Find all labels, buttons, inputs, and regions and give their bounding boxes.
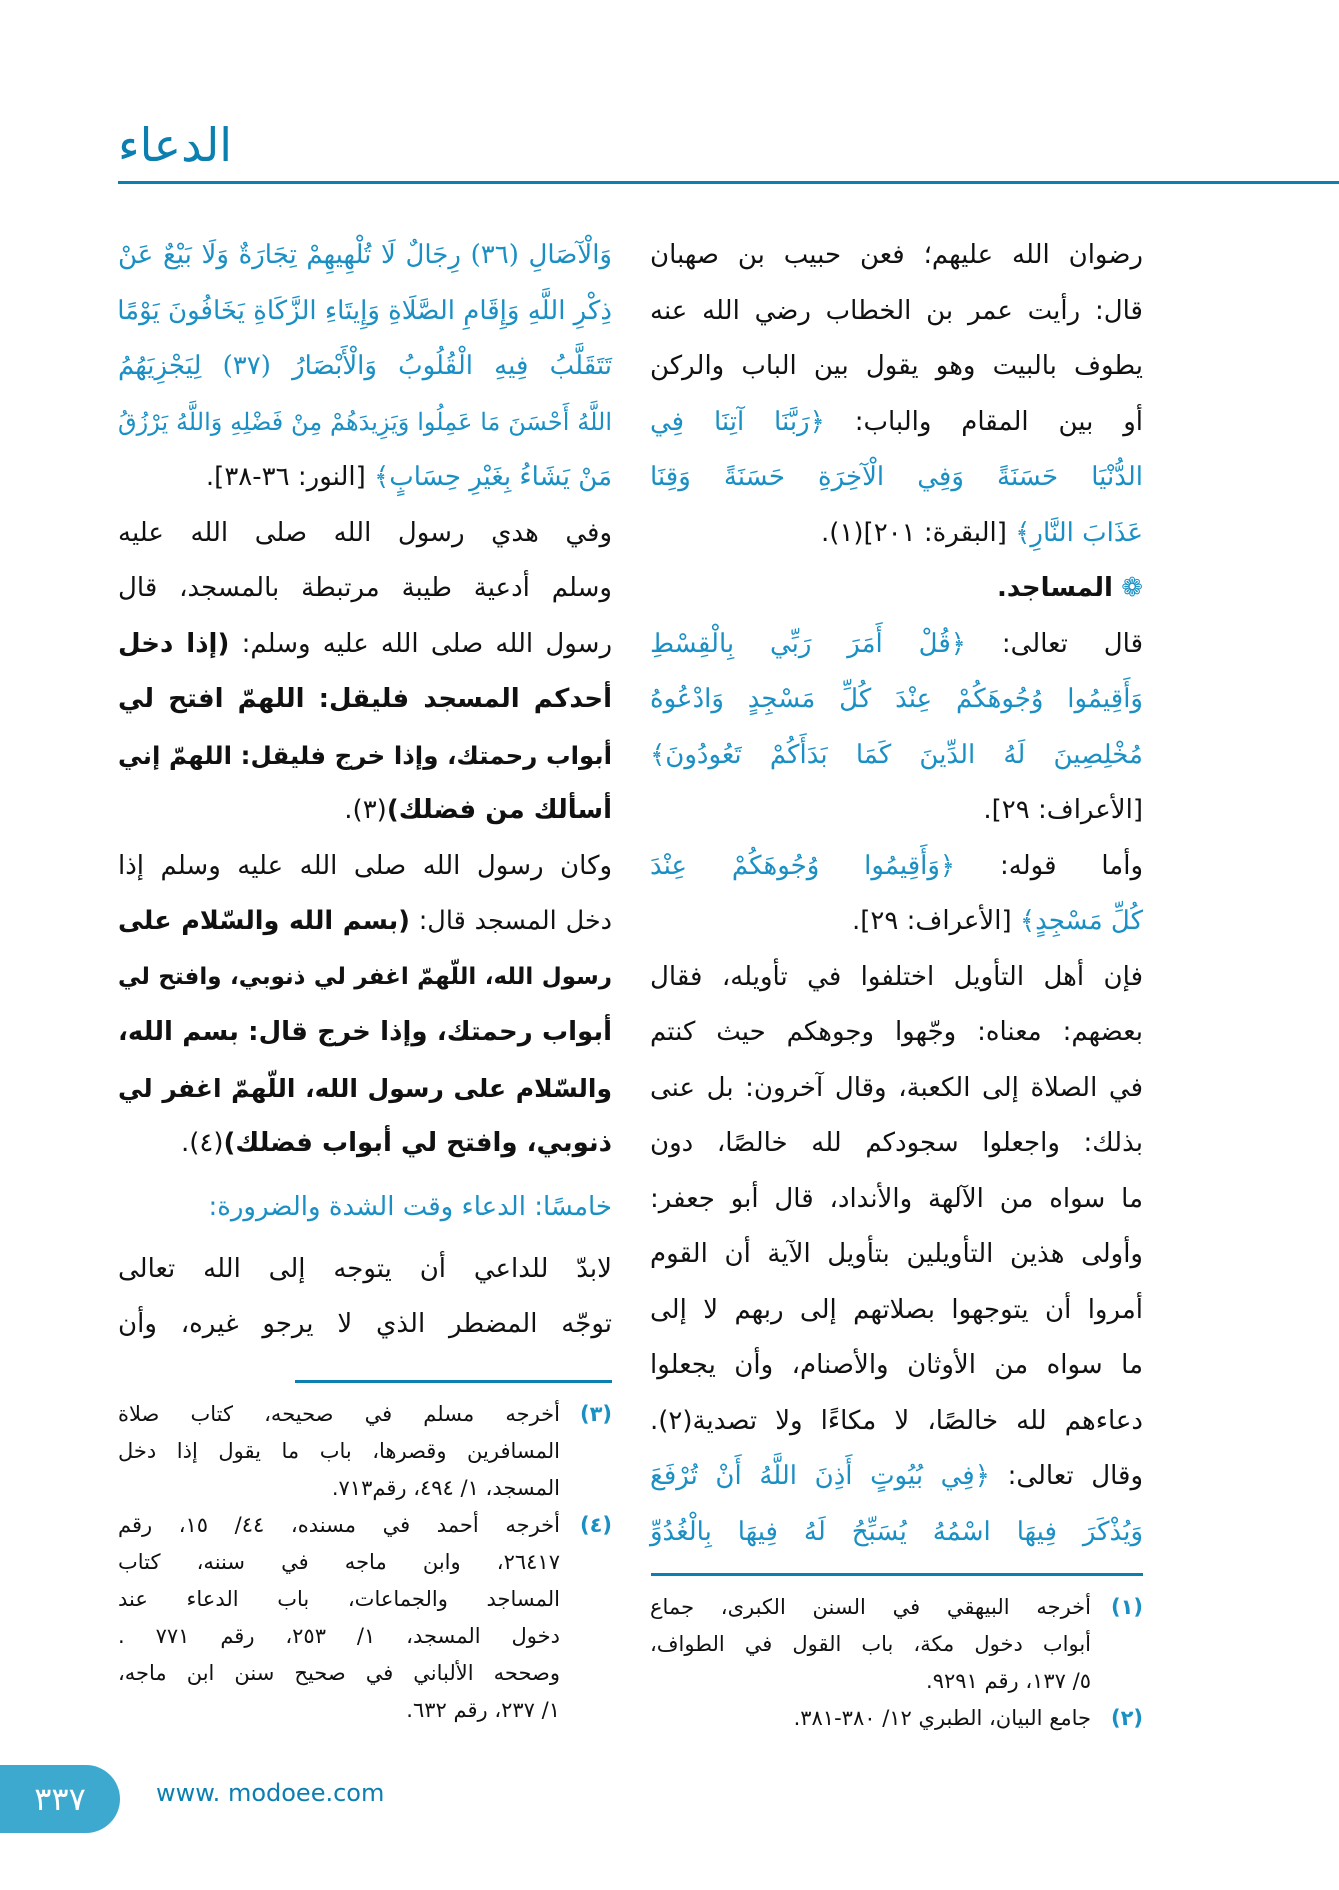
quran-verse: تَتَقَلَّبُ فِيهِ الْقُلُوبُ وَالْأَبْصَارُ (٣٧) لِيَجْزِيَهُمُ: [118, 351, 612, 381]
quran-verse: ﴿وَأَقِيمُوا وُجُوهَكُمْ عِنْدَ: [650, 850, 956, 881]
text-line: [650, 228, 1143, 284]
text-line: [118, 950, 612, 1006]
text-segment: وأولى هذين التأويلين بتأويل الآية أن القوم: [650, 1239, 1143, 1269]
text-segment: أو بين المقام والباب:: [824, 406, 1143, 437]
text-line: [650, 1394, 1143, 1450]
hadith-text: المساجد.: [996, 573, 1113, 603]
footnote-line: [650, 1663, 1143, 1700]
text-segment: ما سواه من الآلهة والأنداد، قال أبو جعفر:: [650, 1183, 1143, 1214]
footnote-line: [118, 1470, 612, 1507]
text-line: [118, 339, 612, 395]
footnotes-right: [650, 1589, 1143, 1737]
hadith-text: (بسم الله والسّلام على: [118, 906, 410, 936]
text-segment: رسول الله صلى الله عليه وسلم:: [229, 628, 613, 659]
footnote-rule-left: [295, 1380, 612, 1383]
hadith-text: (إذا دخل: [118, 628, 230, 659]
text-line: [118, 1116, 612, 1172]
text-line: [118, 1061, 612, 1117]
text-line: [650, 1283, 1143, 1339]
footnote-text: المسجد، ١/ ٤٩٤، رقم٧١٣.: [331, 1476, 560, 1500]
footnote-text: المساجد والجماعات، باب الدعاء عند: [118, 1587, 560, 1611]
text-line: [650, 1338, 1143, 1394]
footnote-line: [118, 1692, 612, 1729]
hadith-text: والسّلام على رسول الله، اللّهمّ اغفر لي: [118, 1073, 612, 1103]
footnote-line: [118, 1581, 612, 1618]
text-line: [650, 1449, 1143, 1505]
text-line: [118, 284, 612, 340]
text-segment: وقال تعالى:: [989, 1461, 1143, 1491]
text-segment: [النور: ٣٦-٣٨].: [205, 462, 375, 492]
footnote-text: ٥/ ١٣٧، رقم ٩٢٩١.: [926, 1669, 1091, 1693]
text-line: [650, 728, 1143, 784]
text-line: [650, 1116, 1143, 1172]
footnote-number[interactable]: (٣): [579, 1402, 612, 1426]
quran-verse: ذِكْرِ اللَّهِ وَإِقَامِ الصَّلَاةِ وَإِيتَاءِ الزَّكَاةِ يَخَافُونَ يَوْمًا: [117, 295, 612, 326]
text-segment: ما سواه من الأوثان والأصنام، وأن يجعلوا: [650, 1350, 1143, 1380]
hadith-text: رسول الله، اللّهمّ اغفر لي ذنوبي، وافتح لي: [118, 963, 612, 990]
text-line: [650, 672, 1143, 728]
footnote-text: وصححه الألباني في صحيح سنن ابن ماجه،: [118, 1661, 560, 1685]
text-line: [118, 561, 612, 617]
hadith-text: ذنوبي، وافتح لي أبواب فضلك): [223, 1128, 612, 1158]
text-segment: (٣).: [344, 795, 387, 825]
quran-verse: اللَّهُ أَحْسَنَ مَا عَمِلُوا وَيَزِيدَهُمْ مِنْ فَضْلِهِ وَاللَّهُ يَرْزُقُ: [118, 407, 612, 436]
text-segment: قال تعالى:: [966, 628, 1144, 659]
footnote-text: أبواب دخول مكة، باب القول في الطواف،: [650, 1632, 1091, 1656]
text-line: [118, 1005, 612, 1061]
website-link[interactable]: www. modoee.com: [156, 1779, 385, 1807]
footnote-rule-right: [651, 1573, 1143, 1576]
text-line: [650, 561, 1143, 617]
footnote-text: ٢٦٤١٧، وابن ماجه في سننه، كتاب: [118, 1550, 560, 1574]
text-line: [118, 395, 612, 451]
footnote-line: [650, 1589, 1143, 1626]
text-line: [118, 672, 612, 728]
footnote-text: المسافرين وقصرها، باب ما يقول إذا دخل: [118, 1439, 560, 1463]
footnote-line: [650, 1626, 1143, 1663]
text-line: [118, 839, 612, 895]
quran-verse: وَأَقِيمُوا وُجُوهَكُمْ عِنْدَ كُلِّ مَسْجِدٍ وَادْعُوهُ: [650, 684, 1143, 714]
text-line: [118, 894, 612, 950]
text-segment: لابدّ للداعي أن يتوجه إلى الله تعالى: [118, 1253, 612, 1284]
text-segment: وأما قوله:: [955, 850, 1143, 881]
footnote-text: ١/ ٢٣٧، رقم ٦٣٢.: [406, 1698, 560, 1722]
text-line: [650, 506, 1143, 562]
text-segment: أمروا أن يتوجهوا بصلاتهم إلى ربهم لا إلى: [650, 1294, 1143, 1325]
text-segment: وسلم أدعية طيبة مرتبطة بالمسجد، قال: [118, 573, 612, 603]
footnote-text: أخرجه مسلم في صحيحه، كتاب صلاة: [118, 1402, 560, 1426]
text-segment: خامسًا: الدعاء وقت الشدة والضرورة:: [208, 1191, 612, 1222]
quran-verse: ﴿فِي بُيُوتٍ أَذِنَ اللَّهُ أَنْ تُرْفَعَ: [650, 1461, 990, 1491]
text-line: [650, 1172, 1143, 1228]
text-segment: دخل المسجد قال:: [409, 906, 612, 936]
footnote-line: [118, 1396, 612, 1433]
quran-verse: مَنْ يَشَاءُ بِغَيْرِ حِسَابٍ﴾: [374, 462, 612, 492]
hadith-text: أسألك من فضلك): [386, 795, 612, 825]
text-line: [650, 450, 1143, 506]
page-number: ٣٣٧: [0, 1765, 120, 1833]
text-segment: في الصلاة إلى الكعبة، وقال آخرون: بل عنى: [650, 1072, 1143, 1103]
text-line: [650, 617, 1143, 673]
footnote-text: أخرجه أحمد في مسنده، ٤٤/ ١٥، رقم: [118, 1513, 560, 1537]
text-segment: قال: رأيت عمر بن الخطاب رضي الله عنه: [650, 295, 1143, 326]
text-line: [118, 728, 612, 784]
quran-verse: ﴿رَبَّنَا آتِنَا فِي: [650, 406, 825, 437]
text-segment: (٤).: [181, 1128, 224, 1158]
text-segment: وكان رسول الله صلى الله عليه وسلم إذا: [118, 850, 612, 881]
text-line: [118, 1297, 612, 1353]
text-line: [118, 783, 612, 839]
footnote-line: [118, 1655, 612, 1692]
text-segment: بذلك: واجعلوا سجودكم لله خالصًا، دون: [650, 1128, 1143, 1158]
text-line: [650, 395, 1143, 451]
text-segment: يطوف بالبيت وهو يقول بين الباب والركن: [650, 351, 1143, 381]
text-segment: توجّه المضطر الذي لا يرجو غيره، وأن: [118, 1309, 612, 1339]
quran-verse: كُلِّ مَسْجِدٍ﴾: [1019, 906, 1143, 936]
text-line: [650, 783, 1143, 839]
quran-verse: ﴿قُلْ أَمَرَ رَبِّي بِالْقِسْطِ: [650, 628, 966, 659]
text-line: [118, 1242, 612, 1298]
hadith-text: أبواب رحمتك، وإذا خرج قال: بسم الله،: [118, 1017, 612, 1047]
footnote-line: [118, 1618, 612, 1655]
text-segment: [البقرة: ٢٠١](١).: [821, 517, 1016, 548]
footnote-number[interactable]: (١): [1110, 1595, 1143, 1619]
text-line: [118, 617, 612, 673]
left-column: [118, 228, 612, 1353]
quran-verse: مُخْلِصِينَ لَهُ الدِّينَ كَمَا بَدَأَكُمْ تَعُودُونَ﴾: [650, 739, 1143, 770]
text-line: [650, 839, 1143, 895]
text-segment: دعاءهم لله خالصًا، لا مكاءًا ولا تصدية(٢).: [650, 1405, 1143, 1436]
text-segment: [الأعراف: ٢٩].: [851, 906, 1020, 936]
footnotes-left: [118, 1396, 612, 1729]
footnote-line: [118, 1507, 612, 1544]
footnote-text: أخرجه البيهقي في السنن الكبرى، جماع: [650, 1595, 1091, 1619]
text-segment: [الأعراف: ٢٩].: [983, 795, 1143, 825]
right-column: [650, 228, 1143, 1560]
text-line: [118, 450, 612, 506]
hadith-text: أحدكم المسجد فليقل: اللهمّ افتح لي: [118, 684, 612, 714]
quran-verse: وَيُذْكَرَ فِيهَا اسْمُهُ يُسَبِّحُ لَهُ فِيهَا بِالْغُدُوِّ: [650, 1516, 1143, 1547]
text-segment: وفي هدي رسول الله صلى الله عليه: [118, 517, 612, 548]
text-line: [650, 339, 1143, 395]
hadith-text: أبواب رحمتك، وإذا خرج فليقل: اللهمّ إني: [118, 740, 612, 770]
footnote-number[interactable]: (٢): [1110, 1706, 1143, 1730]
text-line: [650, 950, 1143, 1006]
text-segment: رضوان الله عليهم؛ فعن حبيب بن صهبان: [650, 240, 1143, 270]
header-rule: [118, 181, 1339, 184]
section-heading: [118, 1172, 612, 1242]
text-line: [650, 284, 1143, 340]
text-line: [650, 894, 1143, 950]
text-line: [650, 1505, 1143, 1561]
text-line: [118, 506, 612, 562]
quran-verse: عَذَابَ النَّارِ﴾: [1015, 517, 1143, 548]
text-line: [650, 1227, 1143, 1283]
text-line: [118, 228, 612, 284]
text-line: [650, 1005, 1143, 1061]
footnote-text: دخول المسجد، ١/ ٢٥٣، رقم ٧٧١ .: [118, 1624, 560, 1648]
footnote-number[interactable]: (٤): [579, 1513, 612, 1537]
footnote-line: [118, 1544, 612, 1581]
chapter-title: الدعاء: [118, 118, 233, 172]
footnote-text: جامع البيان، الطبري ١٢/ ٣٨٠-٣٨١.: [793, 1706, 1091, 1730]
text-segment: فإن أهل التأويل اختلفوا في تأويله، فقال: [650, 961, 1143, 992]
text-segment: بعضهم: معناه: وجّهوا وجوهكم حيث كنتم: [650, 1017, 1143, 1047]
text-line: [650, 1061, 1143, 1117]
quran-verse: الدُّنْيَا حَسَنَةً وَفِي الْآخِرَةِ حَسَنَةً وَقِنَا: [650, 462, 1143, 492]
footnote-line: [650, 1700, 1143, 1737]
footnote-line: [118, 1433, 612, 1470]
quran-verse: وَالْآصَالِ (٣٦) رِجَالٌ لَا تُلْهِيهِمْ تِجَارَةٌ وَلَا بَيْعٌ عَنْ: [118, 240, 612, 270]
text-segment: ❁: [1112, 573, 1143, 603]
